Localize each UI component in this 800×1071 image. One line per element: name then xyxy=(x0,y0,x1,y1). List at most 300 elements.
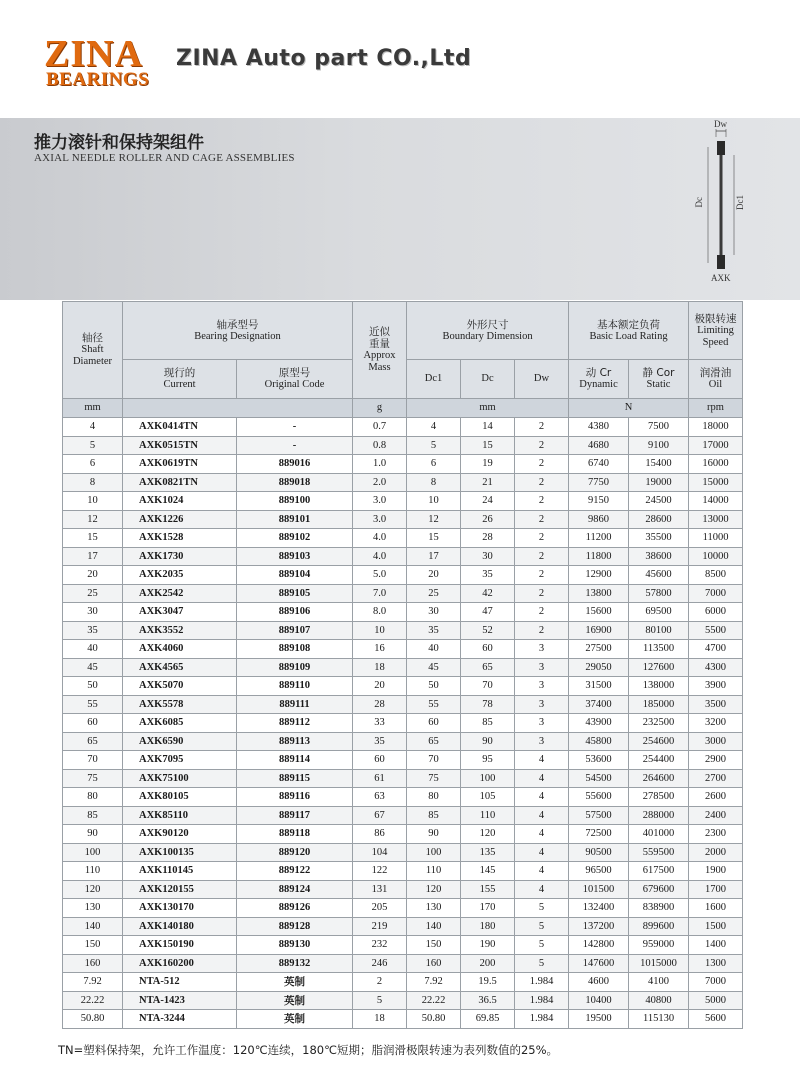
cell-mass: 18 xyxy=(353,1010,407,1029)
cell-static-load: 9100 xyxy=(629,436,689,455)
table-row xyxy=(63,862,743,881)
cell-current-designation: AXK3552 xyxy=(123,621,237,640)
cell-mass: 122 xyxy=(353,862,407,881)
table-row xyxy=(63,584,743,603)
cell-dw: 5 xyxy=(515,917,569,936)
cell-dynamic-load: 19500 xyxy=(569,1010,629,1029)
cell-dynamic-load: 147600 xyxy=(569,954,629,973)
cell-static-load: 24500 xyxy=(629,492,689,511)
cell-dw: 2 xyxy=(515,510,569,529)
cell-shaft-diameter: 8 xyxy=(63,473,123,492)
cell-dynamic-load: 12900 xyxy=(569,566,629,585)
unit-mass: g xyxy=(353,399,407,418)
cell-current-designation: AXK2035 xyxy=(123,566,237,585)
cell-static-load: 115130 xyxy=(629,1010,689,1029)
cell-mass: 60 xyxy=(353,751,407,770)
header-oil: 润滑油 Oil xyxy=(689,360,743,399)
diagram-label-dc: Dc xyxy=(694,197,704,208)
cell-dynamic-load: 9150 xyxy=(569,492,629,511)
cell-dc1: 12 xyxy=(407,510,461,529)
cell-dw: 2 xyxy=(515,473,569,492)
cell-oil-speed: 2000 xyxy=(689,843,743,862)
cell-oil-speed: 4700 xyxy=(689,640,743,659)
cell-dynamic-load: 29050 xyxy=(569,658,629,677)
cell-dw: 2 xyxy=(515,603,569,622)
cell-static-load: 28600 xyxy=(629,510,689,529)
cell-shaft-diameter: 130 xyxy=(63,899,123,918)
cell-original-code: - xyxy=(237,436,353,455)
cell-oil-speed: 2700 xyxy=(689,769,743,788)
cell-mass: 86 xyxy=(353,825,407,844)
cell-mass: 28 xyxy=(353,695,407,714)
cell-original-code: 889111 xyxy=(237,695,353,714)
cell-current-designation: NTA-1423 xyxy=(123,991,237,1010)
cell-dc1: 30 xyxy=(407,603,461,622)
cell-original-code: 889114 xyxy=(237,751,353,770)
cell-shaft-diameter: 15 xyxy=(63,529,123,548)
cell-dc1: 160 xyxy=(407,954,461,973)
cell-original-code: 889116 xyxy=(237,788,353,807)
cell-dw: 2 xyxy=(515,529,569,548)
cell-original-code: 889109 xyxy=(237,658,353,677)
cell-current-designation: AXK1226 xyxy=(123,510,237,529)
cell-current-designation: AXK1528 xyxy=(123,529,237,548)
cell-dynamic-load: 37400 xyxy=(569,695,629,714)
diagram-label-axk: AXK xyxy=(711,273,731,283)
cell-original-code: 889122 xyxy=(237,862,353,881)
cell-dw: 5 xyxy=(515,954,569,973)
cell-current-designation: AXK160200 xyxy=(123,954,237,973)
cell-current-designation: AXK85110 xyxy=(123,806,237,825)
cell-current-designation: AXK120155 xyxy=(123,880,237,899)
cell-mass: 205 xyxy=(353,899,407,918)
cell-dynamic-load: 16900 xyxy=(569,621,629,640)
logo-text-zina: ZINA xyxy=(44,33,144,75)
cell-current-designation: AXK6590 xyxy=(123,732,237,751)
cell-dynamic-load: 4680 xyxy=(569,436,629,455)
cell-current-designation: AXK150190 xyxy=(123,936,237,955)
cell-current-designation: AXK3047 xyxy=(123,603,237,622)
cell-current-designation: AXK5070 xyxy=(123,677,237,696)
cell-shaft-diameter: 50 xyxy=(63,677,123,696)
cell-mass: 67 xyxy=(353,806,407,825)
cell-dc1: 8 xyxy=(407,473,461,492)
cell-mass: 5.0 xyxy=(353,566,407,585)
cell-dynamic-load: 101500 xyxy=(569,880,629,899)
cell-shaft-diameter: 70 xyxy=(63,751,123,770)
cell-dw: 2 xyxy=(515,621,569,640)
table-row xyxy=(63,603,743,622)
header-boundary-dimension: 外形尺寸 Boundary Dimension xyxy=(407,302,569,360)
table-row xyxy=(63,825,743,844)
cell-static-load: 15400 xyxy=(629,455,689,474)
cell-original-code: 889130 xyxy=(237,936,353,955)
cell-dc: 47 xyxy=(461,603,515,622)
cell-original-code: 889112 xyxy=(237,714,353,733)
cell-dc: 110 xyxy=(461,806,515,825)
header-original-code: 原型号 Original Code xyxy=(237,360,353,399)
cell-oil-speed: 5500 xyxy=(689,621,743,640)
table-row xyxy=(63,751,743,770)
cell-static-load: 899600 xyxy=(629,917,689,936)
cell-dynamic-load: 132400 xyxy=(569,899,629,918)
cell-mass: 1.0 xyxy=(353,455,407,474)
cell-mass: 10 xyxy=(353,621,407,640)
cell-original-code: 889113 xyxy=(237,732,353,751)
cell-mass: 0.8 xyxy=(353,436,407,455)
cell-oil-speed: 4300 xyxy=(689,658,743,677)
header-basic-load-rating: 基本额定负荷 Basic Load Rating xyxy=(569,302,689,360)
cell-shaft-diameter: 60 xyxy=(63,714,123,733)
cell-shaft-diameter: 30 xyxy=(63,603,123,622)
cell-shaft-diameter: 80 xyxy=(63,788,123,807)
header-dc1: Dc1 xyxy=(407,360,461,399)
cell-dc1: 15 xyxy=(407,529,461,548)
cell-static-load: 80100 xyxy=(629,621,689,640)
cell-mass: 7.0 xyxy=(353,584,407,603)
cell-original-code: 889120 xyxy=(237,843,353,862)
cell-shaft-diameter: 160 xyxy=(63,954,123,973)
cell-dynamic-load: 53600 xyxy=(569,751,629,770)
cell-shaft-diameter: 110 xyxy=(63,862,123,881)
cell-dw: 3 xyxy=(515,658,569,677)
cell-current-designation: AXK6085 xyxy=(123,714,237,733)
cell-mass: 4.0 xyxy=(353,547,407,566)
cell-original-code: 889118 xyxy=(237,825,353,844)
cell-original-code: 889132 xyxy=(237,954,353,973)
cell-original-code: 889103 xyxy=(237,547,353,566)
cell-shaft-diameter: 100 xyxy=(63,843,123,862)
cell-oil-speed: 3200 xyxy=(689,714,743,733)
cell-dw: 1.984 xyxy=(515,1010,569,1029)
table-row xyxy=(63,640,743,659)
cell-dc1: 35 xyxy=(407,621,461,640)
cell-oil-speed: 3000 xyxy=(689,732,743,751)
cell-dc: 60 xyxy=(461,640,515,659)
table-row xyxy=(63,732,743,751)
table-row xyxy=(63,473,743,492)
cell-shaft-diameter: 90 xyxy=(63,825,123,844)
cell-original-code: 889106 xyxy=(237,603,353,622)
company-name: ZINA Auto part CO.,Ltd xyxy=(176,46,472,71)
cell-dw: 2 xyxy=(515,455,569,474)
table-row xyxy=(63,677,743,696)
cell-dynamic-load: 11200 xyxy=(569,529,629,548)
cell-current-designation: AXK4565 xyxy=(123,658,237,677)
cell-static-load: 113500 xyxy=(629,640,689,659)
cell-mass: 20 xyxy=(353,677,407,696)
cell-static-load: 288000 xyxy=(629,806,689,825)
cell-dw: 4 xyxy=(515,880,569,899)
cell-mass: 3.0 xyxy=(353,492,407,511)
cell-mass: 0.7 xyxy=(353,418,407,437)
cell-dynamic-load: 6740 xyxy=(569,455,629,474)
cell-mass: 63 xyxy=(353,788,407,807)
section-title-en: AXIAL NEEDLE ROLLER AND CAGE ASSEMBLIES xyxy=(34,152,295,164)
cell-dc1: 45 xyxy=(407,658,461,677)
cell-dc1: 17 xyxy=(407,547,461,566)
cell-dc1: 60 xyxy=(407,714,461,733)
table-row xyxy=(63,566,743,585)
table-row xyxy=(63,547,743,566)
cell-dw: 4 xyxy=(515,751,569,770)
cell-dc: 180 xyxy=(461,917,515,936)
cell-shaft-diameter: 140 xyxy=(63,917,123,936)
header-limiting-speed: 极限转速 Limiting Speed xyxy=(689,302,743,360)
cell-current-designation: AXK130170 xyxy=(123,899,237,918)
cell-dc: 69.85 xyxy=(461,1010,515,1029)
cell-current-designation: AXK0414TN xyxy=(123,418,237,437)
cell-dc: 35 xyxy=(461,566,515,585)
cell-oil-speed: 2300 xyxy=(689,825,743,844)
cell-oil-speed: 1600 xyxy=(689,899,743,918)
cell-dc: 78 xyxy=(461,695,515,714)
bearing-cross-section-diagram xyxy=(690,119,750,285)
cell-dynamic-load: 27500 xyxy=(569,640,629,659)
cell-dc1: 5 xyxy=(407,436,461,455)
cell-current-designation: AXK5578 xyxy=(123,695,237,714)
cell-dc: 170 xyxy=(461,899,515,918)
cell-mass: 246 xyxy=(353,954,407,973)
header-bearing-designation: 轴承型号 Bearing Designation xyxy=(123,302,353,360)
cell-shaft-diameter: 45 xyxy=(63,658,123,677)
cell-dc1: 10 xyxy=(407,492,461,511)
cell-oil-speed: 8500 xyxy=(689,566,743,585)
header-dc: Dc xyxy=(461,360,515,399)
cell-current-designation: AXK0515TN xyxy=(123,436,237,455)
unit-dims: mm xyxy=(407,399,569,418)
table-row xyxy=(63,769,743,788)
cell-dc1: 65 xyxy=(407,732,461,751)
cell-static-load: 19000 xyxy=(629,473,689,492)
cell-static-load: 959000 xyxy=(629,936,689,955)
cell-dw: 3 xyxy=(515,714,569,733)
cell-original-code: 889101 xyxy=(237,510,353,529)
cell-current-designation: AXK100135 xyxy=(123,843,237,862)
cell-dc: 15 xyxy=(461,436,515,455)
cell-original-code: - xyxy=(237,418,353,437)
table-row xyxy=(63,418,743,437)
table-row xyxy=(63,991,743,1010)
cell-static-load: 38600 xyxy=(629,547,689,566)
cell-static-load: 559500 xyxy=(629,843,689,862)
table-row xyxy=(63,510,743,529)
cell-dynamic-load: 13800 xyxy=(569,584,629,603)
header-static: 静 Cor Static xyxy=(629,360,689,399)
cell-dc: 19 xyxy=(461,455,515,474)
cell-shaft-diameter: 40 xyxy=(63,640,123,659)
cell-mass: 33 xyxy=(353,714,407,733)
cell-mass: 16 xyxy=(353,640,407,659)
cell-current-designation: AXK2542 xyxy=(123,584,237,603)
cell-dc: 100 xyxy=(461,769,515,788)
cell-shaft-diameter: 12 xyxy=(63,510,123,529)
cell-mass: 219 xyxy=(353,917,407,936)
cell-dynamic-load: 11800 xyxy=(569,547,629,566)
cell-oil-speed: 2900 xyxy=(689,751,743,770)
cell-oil-speed: 1900 xyxy=(689,862,743,881)
cell-dc1: 20 xyxy=(407,566,461,585)
cell-current-designation: AXK90120 xyxy=(123,825,237,844)
cell-oil-speed: 2600 xyxy=(689,788,743,807)
cell-shaft-diameter: 22.22 xyxy=(63,991,123,1010)
cell-original-code: 889117 xyxy=(237,806,353,825)
table-row xyxy=(63,492,743,511)
footnote: TN=塑料保持架，允许工作温度：120℃连续，180℃短期；脂润滑极限转速为表列数值的25%。 xyxy=(58,1043,559,1057)
cell-dc1: 22.22 xyxy=(407,991,461,1010)
cell-dynamic-load: 43900 xyxy=(569,714,629,733)
cell-original-code: 889124 xyxy=(237,880,353,899)
cell-current-designation: AXK75100 xyxy=(123,769,237,788)
cell-dc: 30 xyxy=(461,547,515,566)
cell-oil-speed: 1300 xyxy=(689,954,743,973)
cell-shaft-diameter: 75 xyxy=(63,769,123,788)
header-dynamic: 动 Cr Dynamic xyxy=(569,360,629,399)
cell-current-designation: AXK1730 xyxy=(123,547,237,566)
cell-dw: 2 xyxy=(515,436,569,455)
cell-dc: 65 xyxy=(461,658,515,677)
cell-shaft-diameter: 6 xyxy=(63,455,123,474)
cell-static-load: 138000 xyxy=(629,677,689,696)
cell-original-code: 889126 xyxy=(237,899,353,918)
cell-dc: 200 xyxy=(461,954,515,973)
cell-dc1: 6 xyxy=(407,455,461,474)
section-title-cn: 推力滚针和保持架组件 xyxy=(34,133,204,153)
table-row xyxy=(63,899,743,918)
cell-shaft-diameter: 4 xyxy=(63,418,123,437)
cell-shaft-diameter: 20 xyxy=(63,566,123,585)
cell-mass: 61 xyxy=(353,769,407,788)
table-row xyxy=(63,695,743,714)
cell-dynamic-load: 72500 xyxy=(569,825,629,844)
table-row xyxy=(63,436,743,455)
cell-mass: 8.0 xyxy=(353,603,407,622)
cell-dc1: 25 xyxy=(407,584,461,603)
cell-shaft-diameter: 7.92 xyxy=(63,973,123,992)
table-row xyxy=(63,806,743,825)
cell-dc: 105 xyxy=(461,788,515,807)
cell-dc1: 40 xyxy=(407,640,461,659)
diagram-label-dc1: Dc1 xyxy=(735,195,745,210)
cell-static-load: 7500 xyxy=(629,418,689,437)
cell-shaft-diameter: 120 xyxy=(63,880,123,899)
cell-static-load: 40800 xyxy=(629,991,689,1010)
cell-oil-speed: 3500 xyxy=(689,695,743,714)
cell-mass: 131 xyxy=(353,880,407,899)
cell-original-code: 889107 xyxy=(237,621,353,640)
cell-current-designation: AXK4060 xyxy=(123,640,237,659)
cell-dw: 2 xyxy=(515,547,569,566)
cell-original-code: 889016 xyxy=(237,455,353,474)
cell-original-code: 889018 xyxy=(237,473,353,492)
cell-dw: 4 xyxy=(515,806,569,825)
cell-dc: 24 xyxy=(461,492,515,511)
cell-dc: 145 xyxy=(461,862,515,881)
cell-mass: 104 xyxy=(353,843,407,862)
cell-original-code: 889108 xyxy=(237,640,353,659)
cell-current-designation: AXK1024 xyxy=(123,492,237,511)
cell-dw: 5 xyxy=(515,899,569,918)
cell-dw: 4 xyxy=(515,769,569,788)
cell-mass: 232 xyxy=(353,936,407,955)
cell-shaft-diameter: 25 xyxy=(63,584,123,603)
table-row xyxy=(63,973,743,992)
cell-current-designation: AXK0821TN xyxy=(123,473,237,492)
cell-dw: 2 xyxy=(515,566,569,585)
cell-dynamic-load: 4380 xyxy=(569,418,629,437)
cell-dc: 14 xyxy=(461,418,515,437)
cell-dc1: 130 xyxy=(407,899,461,918)
cell-current-designation: AXK140180 xyxy=(123,917,237,936)
cell-dw: 3 xyxy=(515,640,569,659)
cell-mass: 4.0 xyxy=(353,529,407,548)
cell-shaft-diameter: 55 xyxy=(63,695,123,714)
cell-static-load: 838900 xyxy=(629,899,689,918)
table-row xyxy=(63,529,743,548)
cell-dw: 4 xyxy=(515,843,569,862)
cell-oil-speed: 1500 xyxy=(689,917,743,936)
cell-current-designation: AXK7095 xyxy=(123,751,237,770)
cell-static-load: 4100 xyxy=(629,973,689,992)
cell-dw: 4 xyxy=(515,788,569,807)
cell-shaft-diameter: 5 xyxy=(63,436,123,455)
cell-dc: 42 xyxy=(461,584,515,603)
cell-mass: 3.0 xyxy=(353,510,407,529)
cell-dc: 19.5 xyxy=(461,973,515,992)
cell-oil-speed: 5000 xyxy=(689,991,743,1010)
cell-shaft-diameter: 35 xyxy=(63,621,123,640)
cell-dc1: 140 xyxy=(407,917,461,936)
unit-speed: rpm xyxy=(689,399,743,418)
zina-bearings-logo xyxy=(44,33,160,94)
cell-oil-speed: 16000 xyxy=(689,455,743,474)
cell-dc1: 85 xyxy=(407,806,461,825)
cell-static-load: 232500 xyxy=(629,714,689,733)
cell-dynamic-load: 137200 xyxy=(569,917,629,936)
cell-current-designation: NTA-3244 xyxy=(123,1010,237,1029)
cell-oil-speed: 6000 xyxy=(689,603,743,622)
cell-static-load: 278500 xyxy=(629,788,689,807)
table-row xyxy=(63,621,743,640)
cell-shaft-diameter: 65 xyxy=(63,732,123,751)
cell-dw: 2 xyxy=(515,584,569,603)
cell-dynamic-load: 10400 xyxy=(569,991,629,1010)
cell-dynamic-load: 7750 xyxy=(569,473,629,492)
cell-original-code: 889104 xyxy=(237,566,353,585)
cell-dc: 26 xyxy=(461,510,515,529)
cell-dynamic-load: 54500 xyxy=(569,769,629,788)
cell-dw: 4 xyxy=(515,825,569,844)
table-body xyxy=(63,418,743,1029)
cell-original-code: 889102 xyxy=(237,529,353,548)
cell-original-code: 889115 xyxy=(237,769,353,788)
cell-static-load: 264600 xyxy=(629,769,689,788)
cell-shaft-diameter: 17 xyxy=(63,547,123,566)
cell-dc1: 90 xyxy=(407,825,461,844)
cell-static-load: 57800 xyxy=(629,584,689,603)
header-approx-mass: 近似 重量 Approx Mass xyxy=(353,302,407,399)
table-row xyxy=(63,880,743,899)
cell-oil-speed: 3900 xyxy=(689,677,743,696)
cell-current-designation: NTA-512 xyxy=(123,973,237,992)
cell-dw: 2 xyxy=(515,492,569,511)
cell-current-designation: AXK110145 xyxy=(123,862,237,881)
cell-dc1: 150 xyxy=(407,936,461,955)
cell-dw: 1.984 xyxy=(515,973,569,992)
table-row xyxy=(63,917,743,936)
cell-shaft-diameter: 85 xyxy=(63,806,123,825)
cell-oil-speed: 15000 xyxy=(689,473,743,492)
